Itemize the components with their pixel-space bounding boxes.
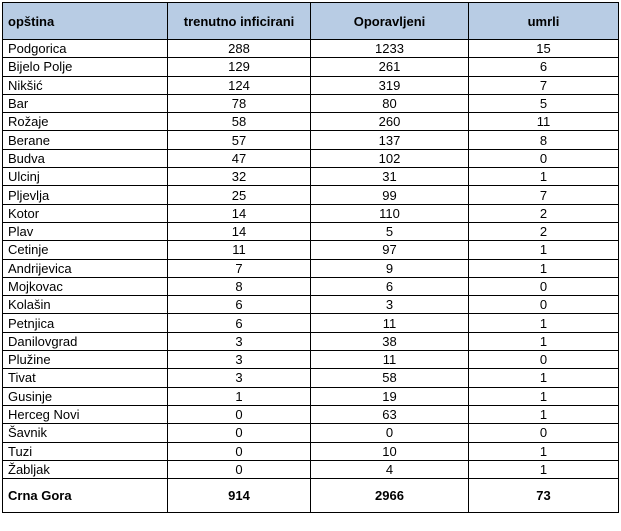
municipality-cell: Tivat bbox=[3, 369, 168, 387]
total-row bbox=[3, 479, 619, 513]
deceased-cell: 1 bbox=[469, 168, 619, 186]
municipality-cell: Kolašin bbox=[3, 296, 168, 314]
deceased-cell: 0 bbox=[469, 149, 619, 167]
recovered-cell: 137 bbox=[311, 131, 469, 149]
total-recovered: 2966 bbox=[311, 479, 469, 513]
deceased-cell: 0 bbox=[469, 296, 619, 314]
table-row bbox=[3, 442, 619, 460]
header-currently-infected: trenutno inficirani bbox=[168, 3, 311, 40]
municipality-cell: Pljevlja bbox=[3, 186, 168, 204]
recovered-cell: 4 bbox=[311, 460, 469, 478]
table-body bbox=[3, 40, 619, 479]
currently-infected-cell: 0 bbox=[168, 405, 311, 423]
municipality-cell: Herceg Novi bbox=[3, 405, 168, 423]
deceased-cell: 0 bbox=[469, 277, 619, 295]
recovered-cell: 9 bbox=[311, 259, 469, 277]
covid-stats-table bbox=[2, 2, 619, 513]
table-row bbox=[3, 76, 619, 94]
table-row bbox=[3, 149, 619, 167]
municipality-cell: Kotor bbox=[3, 204, 168, 222]
total-label: Crna Gora bbox=[3, 479, 168, 513]
municipality-cell: Berane bbox=[3, 131, 168, 149]
currently-infected-cell: 129 bbox=[168, 58, 311, 76]
table-row bbox=[3, 314, 619, 332]
municipality-cell: Podgorica bbox=[3, 40, 168, 58]
currently-infected-cell: 11 bbox=[168, 241, 311, 259]
currently-infected-cell: 124 bbox=[168, 76, 311, 94]
currently-infected-cell: 57 bbox=[168, 131, 311, 149]
table-footer bbox=[3, 479, 619, 513]
currently-infected-cell: 78 bbox=[168, 94, 311, 112]
deceased-cell: 0 bbox=[469, 351, 619, 369]
recovered-cell: 99 bbox=[311, 186, 469, 204]
currently-infected-cell: 7 bbox=[168, 259, 311, 277]
total-deceased: 73 bbox=[469, 479, 619, 513]
table-row bbox=[3, 296, 619, 314]
currently-infected-cell: 14 bbox=[168, 222, 311, 240]
municipality-cell: Žabljak bbox=[3, 460, 168, 478]
table-header bbox=[3, 3, 619, 40]
currently-infected-cell: 0 bbox=[168, 424, 311, 442]
deceased-cell: 2 bbox=[469, 222, 619, 240]
table-row bbox=[3, 222, 619, 240]
deceased-cell: 1 bbox=[469, 314, 619, 332]
currently-infected-cell: 47 bbox=[168, 149, 311, 167]
deceased-cell: 1 bbox=[469, 241, 619, 259]
municipality-cell: Tuzi bbox=[3, 442, 168, 460]
table-row bbox=[3, 113, 619, 131]
recovered-cell: 1233 bbox=[311, 40, 469, 58]
recovered-cell: 10 bbox=[311, 442, 469, 460]
currently-infected-cell: 6 bbox=[168, 296, 311, 314]
table-row bbox=[3, 405, 619, 423]
currently-infected-cell: 288 bbox=[168, 40, 311, 58]
municipality-cell: Rožaje bbox=[3, 113, 168, 131]
header-municipality: opština bbox=[3, 3, 168, 40]
recovered-cell: 31 bbox=[311, 168, 469, 186]
municipality-cell: Ulcinj bbox=[3, 168, 168, 186]
table-row bbox=[3, 424, 619, 442]
header-row bbox=[3, 3, 619, 40]
recovered-cell: 5 bbox=[311, 222, 469, 240]
recovered-cell: 58 bbox=[311, 369, 469, 387]
currently-infected-cell: 32 bbox=[168, 168, 311, 186]
municipality-cell: Danilovgrad bbox=[3, 332, 168, 350]
municipality-cell: Plužine bbox=[3, 351, 168, 369]
municipality-cell: Cetinje bbox=[3, 241, 168, 259]
recovered-cell: 260 bbox=[311, 113, 469, 131]
recovered-cell: 102 bbox=[311, 149, 469, 167]
recovered-cell: 97 bbox=[311, 241, 469, 259]
municipality-cell: Bijelo Polje bbox=[3, 58, 168, 76]
table-row bbox=[3, 369, 619, 387]
currently-infected-cell: 3 bbox=[168, 351, 311, 369]
table-row bbox=[3, 460, 619, 478]
deceased-cell: 7 bbox=[469, 186, 619, 204]
deceased-cell: 6 bbox=[469, 58, 619, 76]
header-deceased: umrli bbox=[469, 3, 619, 40]
currently-infected-cell: 3 bbox=[168, 369, 311, 387]
municipality-cell: Mojkovac bbox=[3, 277, 168, 295]
recovered-cell: 0 bbox=[311, 424, 469, 442]
table-row bbox=[3, 241, 619, 259]
currently-infected-cell: 6 bbox=[168, 314, 311, 332]
deceased-cell: 2 bbox=[469, 204, 619, 222]
currently-infected-cell: 1 bbox=[168, 387, 311, 405]
header-recovered: Oporavljeni bbox=[311, 3, 469, 40]
deceased-cell: 1 bbox=[469, 369, 619, 387]
deceased-cell: 0 bbox=[469, 424, 619, 442]
municipality-cell: Andrijevica bbox=[3, 259, 168, 277]
table-row bbox=[3, 277, 619, 295]
recovered-cell: 80 bbox=[311, 94, 469, 112]
currently-infected-cell: 25 bbox=[168, 186, 311, 204]
recovered-cell: 19 bbox=[311, 387, 469, 405]
deceased-cell: 1 bbox=[469, 460, 619, 478]
table-row bbox=[3, 94, 619, 112]
currently-infected-cell: 14 bbox=[168, 204, 311, 222]
recovered-cell: 11 bbox=[311, 314, 469, 332]
recovered-cell: 63 bbox=[311, 405, 469, 423]
deceased-cell: 7 bbox=[469, 76, 619, 94]
total-currently-infected: 914 bbox=[168, 479, 311, 513]
currently-infected-cell: 8 bbox=[168, 277, 311, 295]
table-row bbox=[3, 204, 619, 222]
covid-stats-table-wrapper bbox=[2, 2, 618, 513]
municipality-cell: Petnjica bbox=[3, 314, 168, 332]
recovered-cell: 261 bbox=[311, 58, 469, 76]
recovered-cell: 38 bbox=[311, 332, 469, 350]
currently-infected-cell: 3 bbox=[168, 332, 311, 350]
municipality-cell: Budva bbox=[3, 149, 168, 167]
deceased-cell: 1 bbox=[469, 405, 619, 423]
deceased-cell: 1 bbox=[469, 332, 619, 350]
table-row bbox=[3, 58, 619, 76]
currently-infected-cell: 58 bbox=[168, 113, 311, 131]
deceased-cell: 5 bbox=[469, 94, 619, 112]
deceased-cell: 1 bbox=[469, 442, 619, 460]
recovered-cell: 11 bbox=[311, 351, 469, 369]
municipality-cell: Plav bbox=[3, 222, 168, 240]
municipality-cell: Šavnik bbox=[3, 424, 168, 442]
recovered-cell: 319 bbox=[311, 76, 469, 94]
table-row bbox=[3, 168, 619, 186]
table-row bbox=[3, 351, 619, 369]
deceased-cell: 8 bbox=[469, 131, 619, 149]
recovered-cell: 3 bbox=[311, 296, 469, 314]
table-row bbox=[3, 259, 619, 277]
municipality-cell: Gusinje bbox=[3, 387, 168, 405]
table-row bbox=[3, 131, 619, 149]
table-row bbox=[3, 186, 619, 204]
deceased-cell: 1 bbox=[469, 387, 619, 405]
recovered-cell: 110 bbox=[311, 204, 469, 222]
deceased-cell: 11 bbox=[469, 113, 619, 131]
currently-infected-cell: 0 bbox=[168, 460, 311, 478]
table-row bbox=[3, 332, 619, 350]
recovered-cell: 6 bbox=[311, 277, 469, 295]
table-row bbox=[3, 387, 619, 405]
municipality-cell: Nikšić bbox=[3, 76, 168, 94]
table-row bbox=[3, 40, 619, 58]
deceased-cell: 1 bbox=[469, 259, 619, 277]
municipality-cell: Bar bbox=[3, 94, 168, 112]
deceased-cell: 15 bbox=[469, 40, 619, 58]
currently-infected-cell: 0 bbox=[168, 442, 311, 460]
